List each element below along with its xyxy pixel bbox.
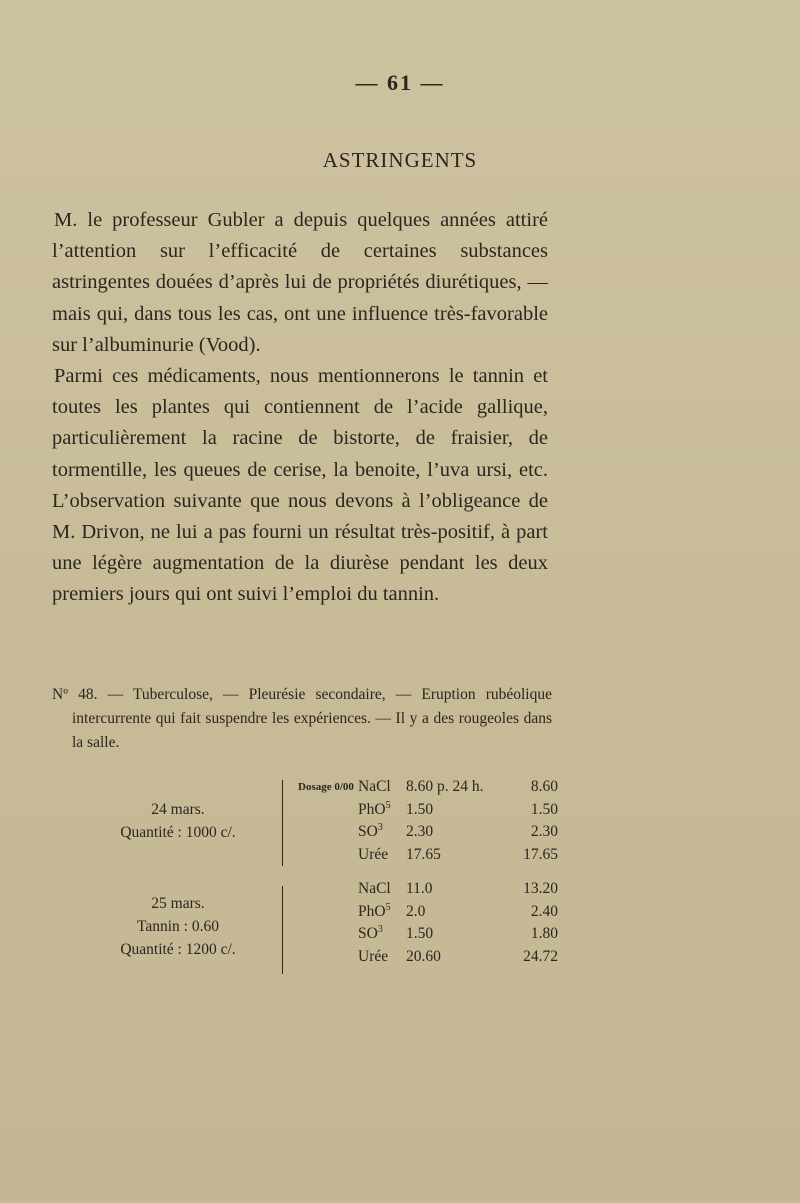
entry-date: 25 mars. (151, 895, 205, 912)
paragraph-2: Parmi ces médicaments, nous mentionnerons le tannin et toutes les plantes qui contiennent de l’acide gallique, particulièrement la racine de bistorte, de fraisier, de tormentille, les queues de cerise, la benoite, l’uva ursi, etc. L’observation suivante que nous devons à l’obligeance de M. Drivon, ne lui a pas fourni un résultat très-positif, à part une légère augmentation de la diurèse pendant les deux premiers jours qui ont suivi l’emploi du tannin. (52, 365, 548, 606)
row-value-2: 17.65 (523, 845, 558, 863)
row-name: Urée (358, 845, 389, 863)
entry-left-info (88, 892, 268, 961)
entry-quantite: Quantité : 1200 c/. (120, 941, 236, 958)
table-row (298, 821, 558, 844)
entry-quantite: Quantité : 1000 c/. (120, 824, 236, 841)
row-value-2: 8.60 (530, 778, 558, 795)
row-name: PhO$^5$ (358, 799, 391, 818)
table-row (298, 946, 558, 969)
row-value-1: 2.0 (406, 902, 426, 920)
row-name: $SO^3$ (358, 821, 383, 840)
table-row (298, 799, 558, 822)
row-name: PhO$^5$ (358, 901, 391, 920)
row-value-1: 11.0 (406, 880, 433, 897)
row-value-1: 17.65 (406, 845, 441, 863)
table-row (298, 878, 558, 901)
row-value-1: 20.60 (406, 947, 441, 965)
entry-date: 24 mars. (151, 801, 205, 818)
row-value-2: 13.20 (523, 880, 558, 897)
case-note (52, 683, 552, 755)
case-note-text: Nº 48. — Tuberculose, — Pleurésie secondaire, — Eruption rubéolique intercurrente qui fait suspendre les expériences. — Il y a des rougeoles dans la salle. (52, 686, 552, 751)
row-value-2: 2.40 (530, 902, 558, 920)
row-value-1: 1.50 (406, 800, 434, 818)
brace (282, 780, 291, 866)
table-row (298, 901, 558, 924)
page-number: — 61 — (355, 70, 445, 95)
row-name: NaCl (358, 778, 391, 795)
entry-rows (298, 878, 558, 968)
body-text (52, 205, 548, 611)
row-value-1: 8.60 p. 24 h. (406, 778, 484, 795)
row-value-1: 1.50 (406, 925, 434, 942)
row-value-2: 24.72 (523, 947, 558, 965)
row-name: $SO^3$ (358, 923, 383, 942)
table-row (298, 844, 558, 867)
section-title: ASTRINGENTS (322, 148, 478, 172)
row-value-2: 2.30 (530, 823, 558, 840)
entry-tannin: Tannin : 0.60 (136, 918, 219, 935)
table-row (298, 776, 558, 799)
brace (282, 886, 291, 974)
paragraph-1: M. le professeur Gubler a depuis quelques années attiré l’attention sur l’efficacité de certaines substances astringentes douées d’après lui de propriétés diurétiques, — mais qui, dans tous les cas, ont une influence très-favorable sur l’albuminurie (Vood). (52, 209, 548, 356)
row-value-2: 1.50 (530, 800, 558, 818)
row-name: NaCl (358, 880, 391, 897)
entry-left-info (88, 798, 268, 844)
row-value-1: 2.30 (406, 823, 434, 840)
table-row (298, 923, 558, 946)
row-name: Urée (358, 947, 389, 965)
dosage-header: Dosage 0/00 (298, 781, 354, 793)
row-value-2: 1.80 (530, 925, 558, 942)
entry-rows (298, 776, 558, 866)
